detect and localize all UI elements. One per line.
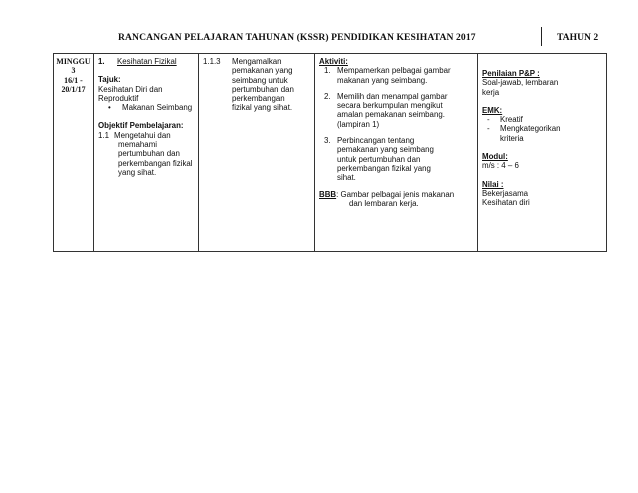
nilai-line: Kesihatan diri — [482, 198, 530, 208]
tajuk-line: Reproduktif — [98, 93, 139, 103]
topic-title: Kesihatan Fizikal — [117, 57, 177, 66]
bbb-label: BBB — [319, 189, 337, 199]
lesson-plan-table — [53, 53, 607, 252]
activities-label: Aktiviti: — [319, 57, 348, 66]
topic-cell — [94, 54, 199, 252]
week-number: 3 — [71, 66, 76, 76]
assessment-cell — [478, 54, 607, 252]
objective-line: pertumbuhan dan — [118, 149, 180, 159]
week-cell — [54, 54, 94, 252]
standard-line: pertumbuhan dan — [232, 84, 294, 94]
objective-item — [98, 131, 195, 177]
table-row — [54, 54, 607, 252]
activities-cell — [315, 54, 478, 252]
year-label: TAHUN 2 — [557, 32, 599, 43]
tajuk-label: Tajuk: — [98, 75, 121, 85]
week-date-start: 16/1 - — [64, 75, 83, 85]
standard-item — [203, 57, 311, 113]
objective-number: 1.1 — [98, 130, 109, 140]
objective-line: perkembangan fizikal — [118, 158, 193, 168]
objective-label: Objektif Pembelajaran: — [98, 121, 184, 131]
modul-label: Modul: — [482, 152, 508, 162]
topic-heading — [98, 57, 195, 66]
subtopic-label: Makanan Seimbang — [122, 103, 193, 113]
objective-line: Mengetahui dan — [114, 130, 171, 140]
header-divider — [541, 27, 542, 46]
nilai-label: Nilai : — [482, 179, 504, 189]
tajuk-line: Kesihatan Diri dan — [98, 84, 163, 94]
standard-cell — [199, 54, 315, 252]
standard-line: seimbang untuk — [232, 75, 288, 85]
subtopic-bullet — [98, 103, 195, 112]
emk-label: EMK: — [482, 105, 503, 115]
bbb-text-cont: dan lembaran kerja. — [349, 198, 419, 208]
pp-line: Soal-jawab, lembaran — [482, 78, 559, 88]
list-item: 1. Mempamerkan pelbagai gambar makanan yang seimbang. — [324, 66, 451, 85]
standard-line: fizikal yang sihat. — [232, 103, 293, 113]
document-title: RANCANGAN PELAJARAN TAHUNAN (KSSR) PENDIDIKAN KESIHATAN 2017 — [118, 32, 476, 43]
bbb-text: : Gambar pelbagai jenis makanan — [336, 189, 455, 199]
week-date-end: 20/1/17 — [61, 84, 86, 94]
bullet-icon: • — [108, 103, 111, 113]
standard-line: perkembangan — [232, 94, 285, 104]
list-item: 3. Perbincangan tentang pemakanan yang seimbang untuk pertumbuhan dan perkembangan fizikal yang sihat. — [324, 136, 434, 183]
objective-line: yang sihat. — [118, 167, 157, 177]
nilai-line: Bekerjasama — [482, 188, 529, 198]
standard-line: Mengamalkan — [232, 57, 282, 66]
week-label: MINGGU — [56, 57, 91, 66]
pp-line: kerja — [482, 87, 500, 97]
bbb-line — [319, 190, 474, 199]
emk-item: - Kreatif — [487, 115, 523, 125]
list-item: 2. Memilih dan menampal gambar secara berkumpulan mengikut amalan pemakanan seimbang. (lampiran 1) — [324, 91, 448, 129]
emk-item: - Mengkategorikan kriteria — [487, 124, 561, 143]
standard-line: pemakanan yang — [232, 66, 293, 76]
objective-line: memahami — [118, 140, 158, 150]
modul-value: m/s : 4 – 6 — [482, 161, 519, 171]
topic-number: 1. — [98, 57, 105, 66]
pp-label: Penilaian P&P : — [482, 69, 540, 78]
standard-code: 1.1.3 — [203, 57, 221, 66]
activities-list — [319, 66, 474, 182]
